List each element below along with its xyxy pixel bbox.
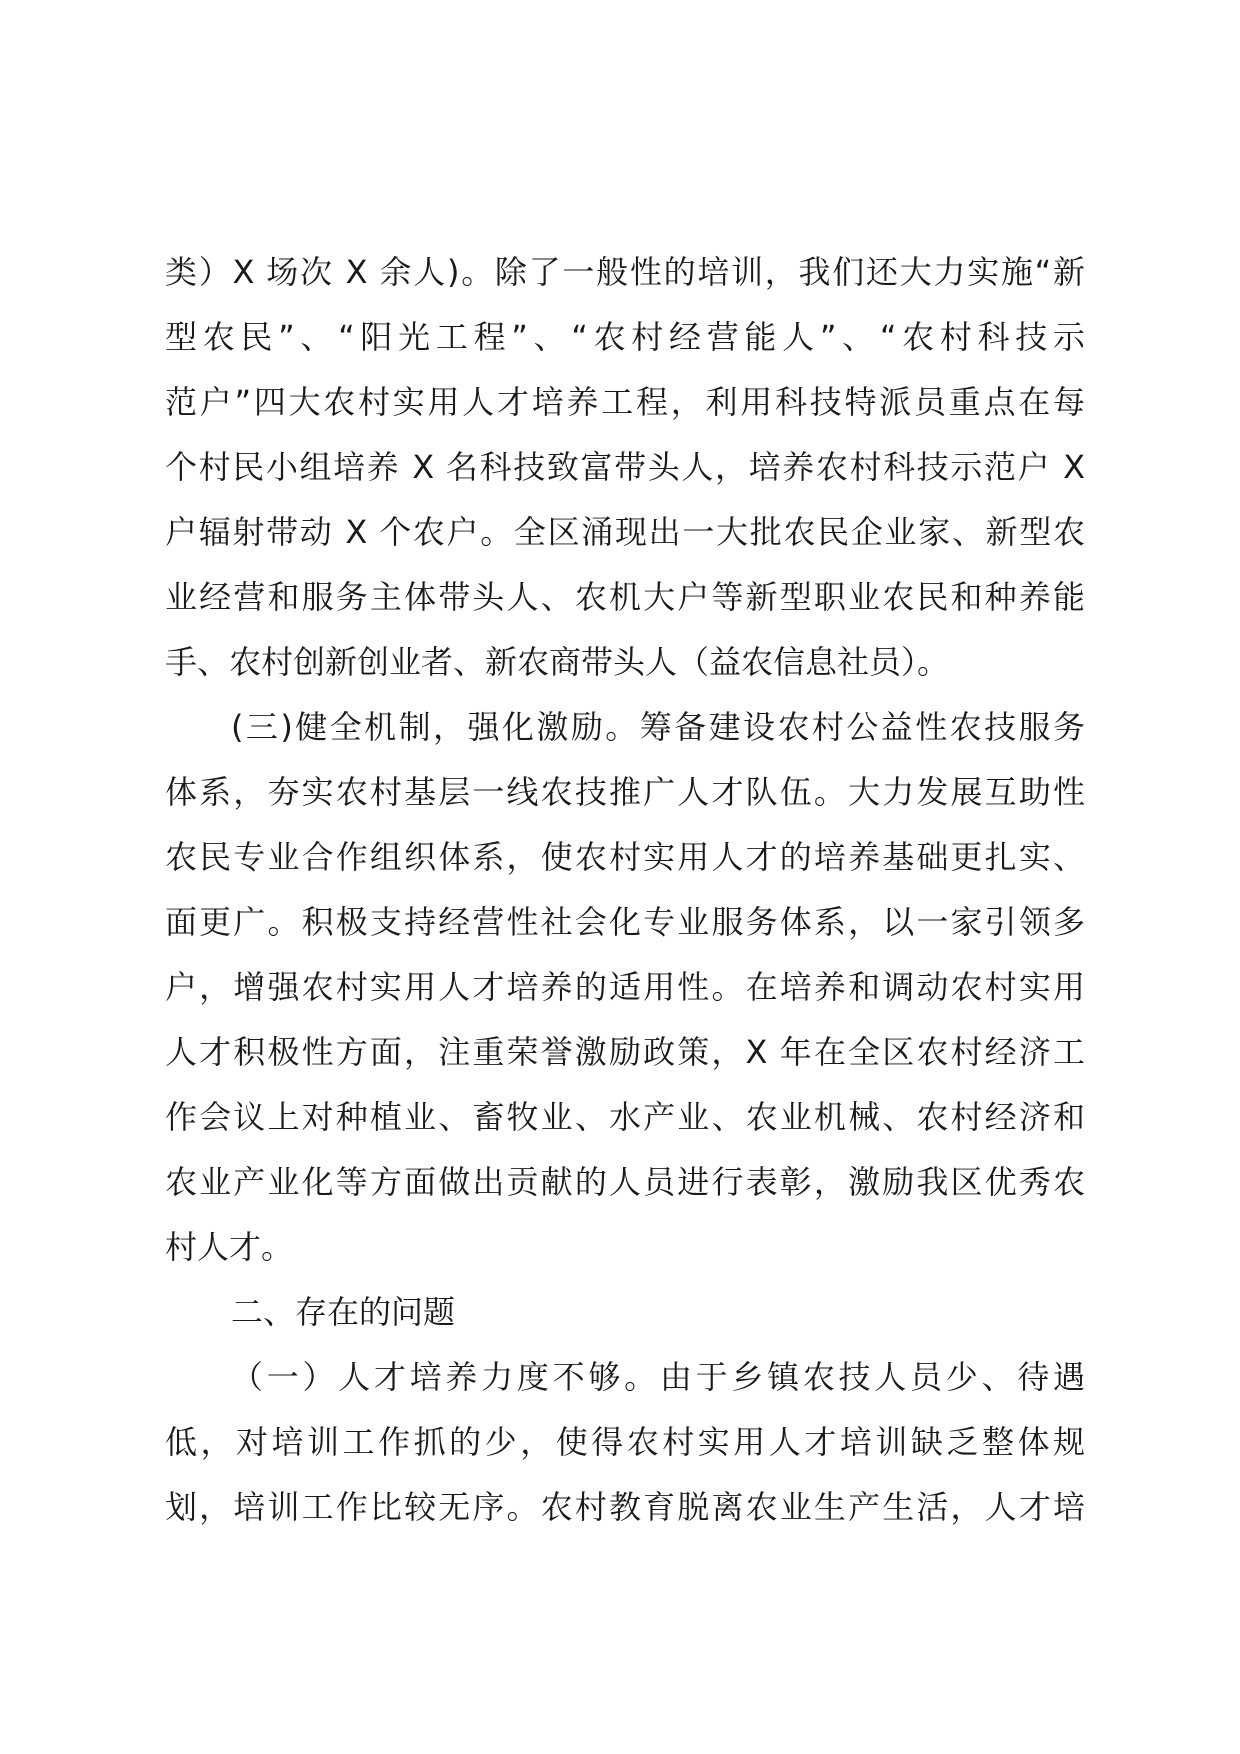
text-line: 人才积极性方面，注重荣誉激励政策，X 年在全区农村经济工 [165, 1033, 1085, 1071]
text-line: 农民专业合作组织体系，使农村实用人才的培养基础更扎实、 [165, 838, 1085, 876]
text-line: 型农民”、“阳光工程”、“农村经营能人”、“农村科技示 [165, 318, 1085, 356]
document-body [165, 240, 1085, 1540]
text-line: 范户”四大农村实用人才培养工程，利用科技特派员重点在每 [165, 383, 1085, 421]
text-line: 低，对培训工作抓的少，使得农村实用人才培训缺乏整体规 [165, 1423, 1085, 1461]
text-line: 手、农村创新创业者、新农商带头人（益农信息社员）。 [165, 643, 950, 681]
text-line: 个村民小组培养 X 名科技致富带头人，培养农村科技示范户 X [165, 448, 1085, 486]
text-line: 面更广。积极支持经营性社会化专业服务体系，以一家引领多 [165, 903, 1085, 941]
text-line: 户，增强农村实用人才培养的适用性。在培养和调动农村实用 [165, 968, 1085, 1006]
text-line: 作会议上对种植业、畜牧业、水产业、农业机械、农村经济和 [165, 1098, 1085, 1136]
text-line: 体系，夯实农村基层一线农技推广人才队伍。大力发展互助性 [165, 773, 1085, 811]
text-line: 类）X 场次 X 余人)。除了一般性的培训，我们还大力实施“新 [165, 253, 1085, 291]
text-line: 村人才。 [165, 1228, 294, 1266]
section-heading: （一）人才培养力度不够。由于乡镇农技人员少、待遇 [231, 1358, 1085, 1396]
text-line: 户辐射带动 X 个农户。全区涌现出一大批农民企业家、新型农 [165, 513, 1085, 551]
text-line: 业经营和服务主体带头人、农机大户等新型职业农民和种养能 [165, 578, 1085, 616]
section-heading: 二、存在的问题 [231, 1293, 456, 1331]
section-heading: (三)健全机制，强化激励。筹备建设农村公益性农技服务 [231, 708, 1085, 746]
text-line: 农业产业化等方面做出贡献的人员进行表彰，激励我区优秀农 [165, 1163, 1085, 1201]
text-line: 划，培训工作比较无序。农村教育脱离农业生产生活，人才培 [165, 1488, 1085, 1526]
